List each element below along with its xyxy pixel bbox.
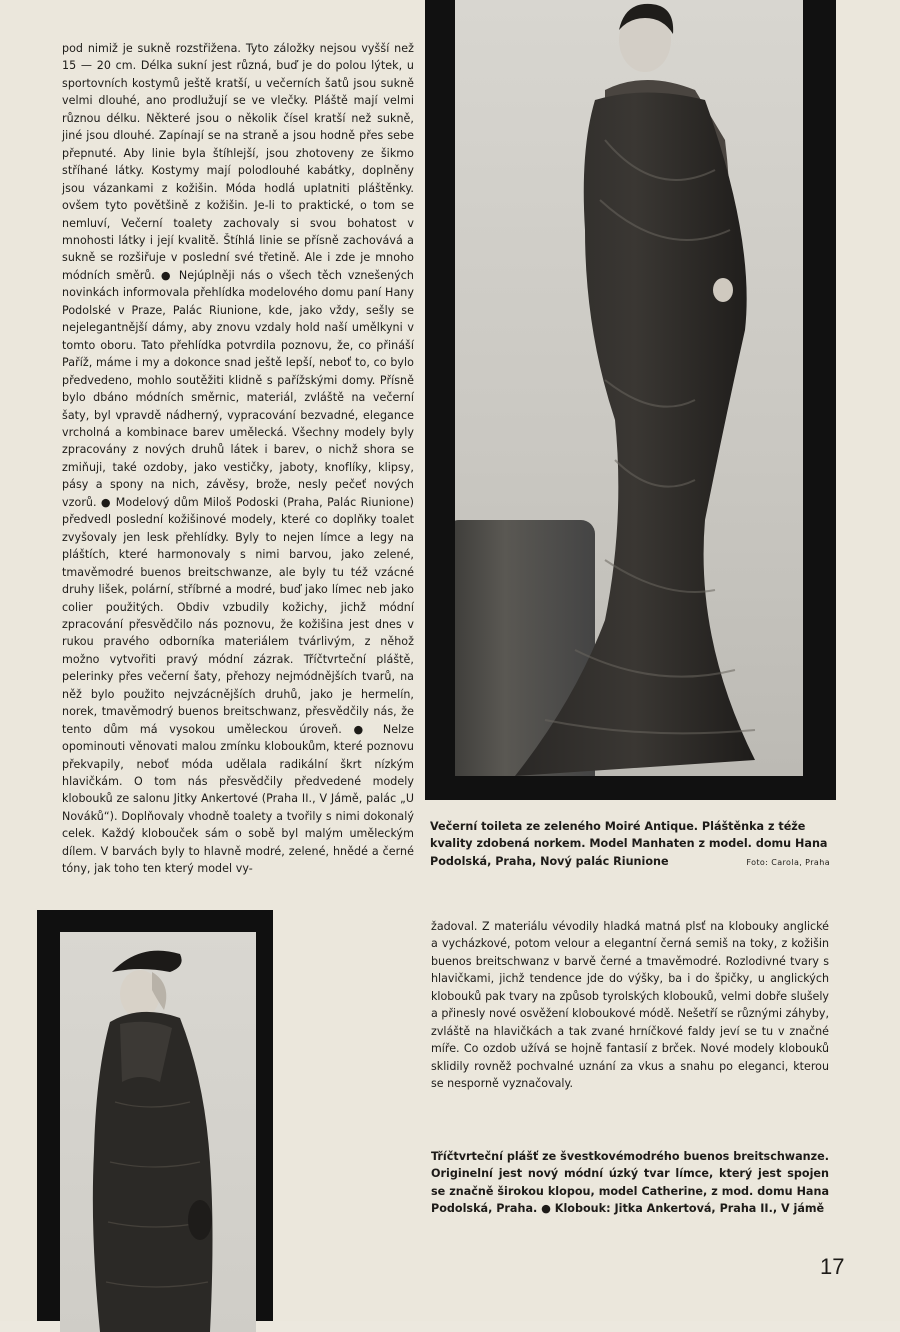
coat-photo	[37, 910, 273, 1321]
article-column-bottom	[431, 918, 829, 1093]
gown-figure-illustration	[455, 0, 803, 776]
article-column-top	[62, 40, 414, 878]
coat-figure-illustration	[60, 932, 256, 1332]
photo-caption-top	[430, 818, 830, 870]
caption-top-text: Večerní toileta ze zeleného Moiré Antique. Pláštěnka z téže kvality zdobená norkem. Model Manhaten z model. domu Hana Podolská, Praha, Nový palác Riunione	[430, 820, 828, 868]
article-text-bottom: žadoval. Z materiálu vévodily hladká matná plsť na klobouky anglické a vycházkové, potom velour a elegantní černá semiš na toky, z kožišin buenos breitschwanz v barvě černé a tmavěmodré. Rozlodivné tvary s hlavičkami, jichž tendence jde do výšky, ba i do špičky, u anglických klobouků pak tvary na způsob tyrolských klobouků, velmi dobře slušely a přinesly nové osvěžení kloboukové módě. Nešetří se různými záhyby, zvláště na hlavičkách a tak zvané hrníčkové faldy jeví se tu v značné míře. Co ozdob užívá se hojně fantasií z brček. Nové modely klobouků sklidily rovněž pochvalné uznání za vkus a snahu po eleganci, kterou se nesporně vyznačovaly.	[431, 920, 829, 1091]
photo-caption-bottom: Tříčtvrteční plášť ze švestkovémodrého buenos breitschwanze. Originelní jest nový módní úzký tvar límce, který jest spojen se značně širokou klopou, model Catherine, z mod. domu Hana Podolská, Praha. ● Klobouk: Jitka Ankertová, Praha II., V jámě	[431, 1150, 829, 1215]
article-text-top: pod nimiž je sukně rozstřižena. Tyto záložky nejsou vyšší než 15 — 20 cm. Délka sukní jest různá, buď je do polou lýtek, u sportovních kostymů ještě kratší, u večerních šatů jsou sukně velmi dlouhé, ano prodlužují se ve vlečky. Pláště mají velmi různou délku. Některé jsou o několik čísel kratší než sukně, jiné jsou dlouhé. Zapínají se na straně a jsou hodně přes sebe přepnuté. Aby linie byla štíhlejší, jsou zhotoveny ze šikmo stříhané látky. Kostymy mají polodlouhé kabátky, doplněny jsou vázankami z kožišin. Móda hodlá uplatniti pláštěnky. ovšem tyto povětšině z kožišin. Je-li to praktické, o tom se nemluví, Večerní toalety zachovaly si svou bohatost v mnohosti látky i její kvalitě. Štíhlá linie se přísně zachovává a sukně se rozšiřuje v poslední své třetině. Ale i zde je mnoho módních směrů. ● Nejúplněji nás o všech těch vznešených novinkách informovala přehlídka modelového domu paní Hany Podolské v Praze, Palác Riunione, kde, jako vždy, sešly se nejelegantnější dámy, aby znovu vzdaly hold naší umělkyni v tomto oboru. Tato přehlídka potvrdila poznovu, že, co přináší Paříž, máme i my a dokonce snad ještě lepší, neboť to, co bylo předvedeno, mohlo soutěžiti klidně s pařížskými domy. Přísně bylo dbáno módních směrnic, materiál, zvláště na večerní šaty, byl vpravdě nádherný, vypracování bezvadné, elegance vrcholná a kombinace barev umělecká. Všechny modely byly zpracovány z nových druhů látek i barev, o nichž shora se zmiňuji, také ozdoby, jako vestičky, jaboty, knoflíky, klipsy, pásy a spony na nich, závěsy, brože, nesly pečeť nových vzorů. ● Modelový dům Miloš Podoski (Praha, Palác Riunione) předvedl poslední kožišinové modely, které co doplňky toalet zvyšovaly jen lesk přehlídky. Byly to nejen límce a legy na pláštích, které harmonovaly s nimi barvou, jako zelené, tmavěmodré buenos breitschwanze, ale byly tu též vzácné druhy lišek, polární, stříbrné a modré, buď jako límec neb jako colier použitých. Obdiv vzbudily kožichy, jichž módní zpracování přesvědčilo nás poznovu, že kožišina jest dnes v rukou pravého odborníka materiálem tvárlivým, z něhož možno vytvořiti pravý módní zázrak. Tříčtvrteční pláště, pelerinky přes večerní šaty, přehozy nejmódnějších tvarů, na něž bylo použito nejvzácnějších druhů, jako je hermelín, norek, tmavěmodrý buenos breitschwanz, přesvědčily nás, že tento dům má vysokou uměleckou úroveň. ● Nelze opominouti věnovati malou zmínku kloboukům, které poznovu překvapily, neboť móda udělala radikální škrt nízkým hlavičkám. O tom nás přesvědčily předvedené modely klobouků ze salonu Jitky Ankertové (Praha II., V Jámě, palác „U Nováků“). Doplňovaly vhodně toalety a tvořily s nimi dokonalý celek. Každý klobouček sám o sobě byl malým uměleckým dílem. V barvách byly to hlavně modré, zelené, hnědé a černé tóny, jak toho ten který model vy-	[62, 42, 414, 876]
page-number: 17	[820, 1254, 845, 1279]
evening-gown-photo	[425, 0, 836, 800]
photo-background	[60, 932, 256, 1332]
photo-credit: Foto: Carola, Praha	[746, 857, 830, 867]
photo-background	[455, 0, 803, 776]
